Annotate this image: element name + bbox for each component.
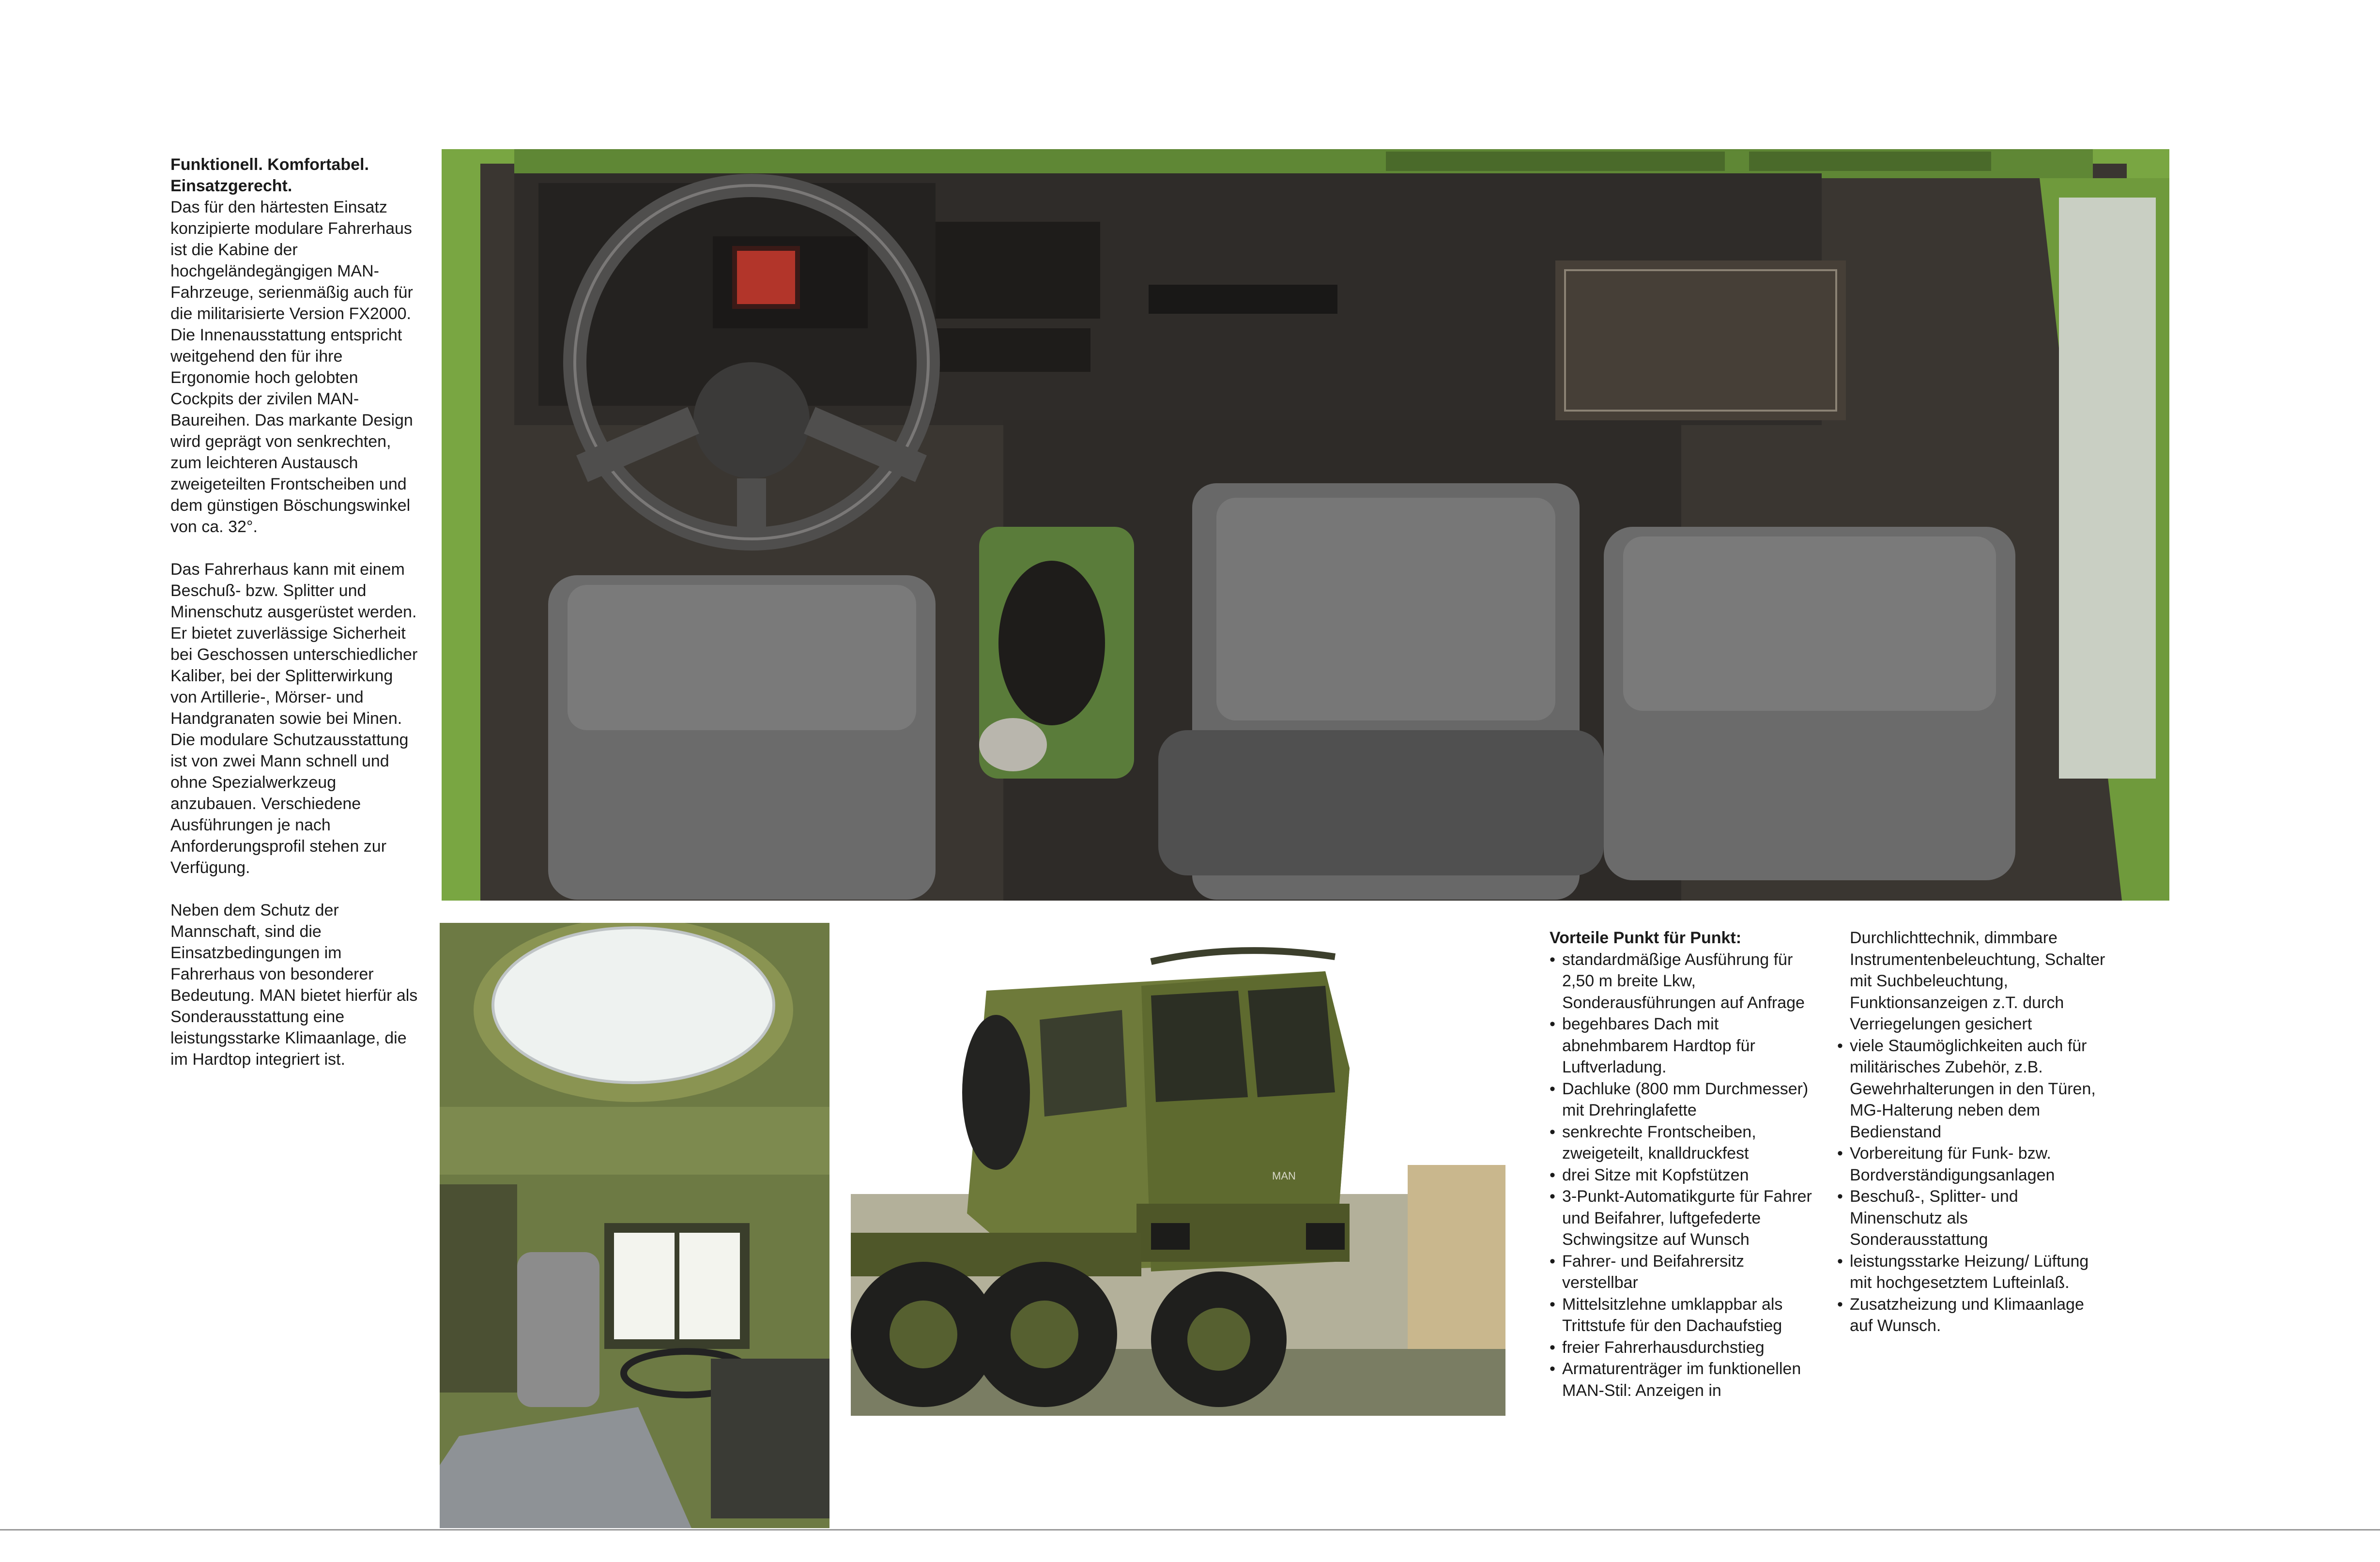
list-item: • Armaturenträger im funktionellen MAN-Stil: Anzeigen in	[1550, 1358, 1821, 1401]
intro-heading: Funktionell. Komfortabel. Einsatzgerecht.	[170, 155, 369, 195]
cockpit-photo	[442, 149, 2169, 901]
list-item-continued: Durchlichttechnik, dimmbare Instrumentenbeleuchtung, Schalter mit Suchbeleuchtung, Funktionsanzeigen z.T. durch Verriegelungen gesichert	[1850, 929, 2105, 1033]
intro-paragraph-1: Das für den härtesten Einsatz konzipierte modulare Fahrerhaus ist die Kabine der hochgeländegängigen MAN-Fahrzeuge, serienmäßig auch für die militarisierte Version FX2000. Die Innenausstattung entspricht weitgehend den für ihre Ergonomie hoch gelobten Cockpits der zivilen MAN-Baureihen. Das markante Design wird geprägt von senkrechten, zum leichteren Austausch zweigeteilten Frontscheiben und dem günstigen Böschungswinkel von ca. 32°.	[170, 198, 413, 536]
list-item: • begehbares Dach mit abnehmbarem Hardtop für Luftverladung.	[1550, 1013, 1821, 1078]
intro-paragraph-3: Neben dem Schutz der Mannschaft, sind die Einsatzbedingungen im Fahrerhaus von besonderer Bedeutung. MAN bietet hierfür als Sonderausstattung eine leistungsstarke Klimaanlage, die im Hardtop integriert ist.	[170, 901, 418, 1069]
interior-photo	[440, 923, 829, 1528]
list-item: • Mittelsitzlehne umklappbar als Trittstufe für den Dachaufstieg	[1550, 1294, 1821, 1337]
truck-logo: MAN	[1272, 1170, 1296, 1182]
list-item: • 3-Punkt-Automatikgurte für Fahrer und Beifahrer, luftgefederte Schwingsitze auf Wunsch	[1550, 1186, 1821, 1251]
list-item: • viele Staumöglichkeiten auch für militärisches Zubehör, z.B. Gewehrhalterungen in den Türen, MG-Halterung neben dem Bedienstand	[1837, 1035, 2108, 1143]
truck-photo	[851, 923, 1505, 1416]
advantages-column-2	[1837, 927, 2108, 1337]
list-item: • Dachluke (800 mm Durchmesser) mit Drehringlafette	[1550, 1078, 1821, 1121]
advantages-list-2	[1837, 927, 2108, 1337]
list-item: • standardmäßige Ausführung für 2,50 m breite Lkw, Sonderausführungen auf Anfrage	[1550, 949, 1821, 1014]
advantages-heading: Vorteile Punkt für Punkt:	[1550, 929, 1742, 947]
interior-illustration	[440, 923, 829, 1528]
bottom-divider	[0, 1529, 2380, 1531]
advantages-list-1	[1550, 949, 1821, 1402]
list-item: • Zusatzheizung und Klimaanlage auf Wunsch.	[1837, 1294, 2108, 1337]
cockpit-illustration	[442, 149, 2169, 901]
list-item: • Vorbereitung für Funk- bzw. Bordverständigungsanlagen	[1837, 1143, 2108, 1186]
intro-paragraph-2: Das Fahrerhaus kann mit einem Beschuß- bzw. Splitter und Minenschutz ausgerüstet werden. Er bietet zuverlässige Sicherheit bei Geschossen unterschiedlicher Kaliber, bei der Splitterwirkung von Artillerie-, Mörser- und Handgranaten sowie bei Minen. Die modulare Schutzausstattung ist von zwei Mann schnell und ohne Spezialwerkzeug anzubauen. Verschiedene Ausführungen je nach Anforderungsprofil stehen zur Verfügung.	[170, 560, 418, 877]
truck-illustration	[851, 923, 1505, 1416]
list-item: • freier Fahrerhausdurchstieg	[1550, 1337, 1821, 1359]
intro-text-column	[170, 154, 422, 1091]
list-item: • senkrechte Frontscheiben, zweigeteilt, knalldruckfest	[1550, 1121, 1821, 1164]
advantages-column-1	[1550, 927, 1821, 1401]
list-item: • Fahrer- und Beifahrersitz verstellbar	[1550, 1251, 1821, 1294]
list-item: • leistungsstarke Heizung/ Lüftung mit hochgesetztem Lufteinlaß.	[1837, 1251, 2108, 1294]
list-item: • drei Sitze mit Kopfstützen	[1550, 1164, 1821, 1186]
list-item: • Beschuß-, Splitter- und Minenschutz als Sonderausstattung	[1837, 1186, 2108, 1251]
